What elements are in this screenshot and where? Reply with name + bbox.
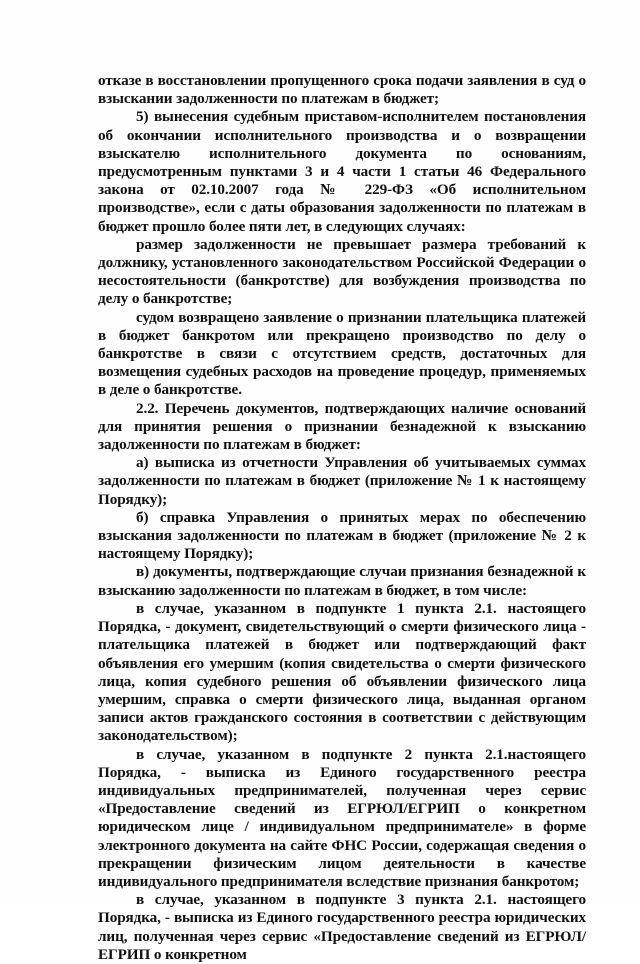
paragraph-2: размер задолженности не превышает размера требований к должнику, установленного законодательством Российской Федерации о несостоятельности (банкротстве) для возбуждения производства по делу о банкротстве; <box>98 235 586 308</box>
paragraph-9: в случае, указанном в подпункте 2 пункта 2.1.настоящего Порядка, - выписка из Единого государственного реестра индивидуальных предпринимателей, полученная через сервис «Предоставление сведений из ЕГРЮЛ/ЕГРИП о конкретном юридическом лице / индивидуальном предпринимателе» в форме электронного документа на сайте ФНС России, содержащая сведения о прекращении физическим лицом деятельности в качестве индивидуального предпринимателя вследствие признания банкротом; <box>98 745 586 890</box>
paragraph-3: судом возвращено заявление о признании плательщика платежей в бюджет банкротом или прекращено производство по делу о банкротстве в связи с отсутствием средств, достаточных для возмещения судебных расходов на проведение процедур, применяемых в деле о банкротстве. <box>98 308 586 399</box>
paragraph-6: б) справка Управления о принятых мерах по обеспечению взыскания задолженности по платежам в бюджет (приложение № 2 к настоящему Порядку); <box>98 508 586 563</box>
document-body <box>98 72 586 964</box>
paragraph-7: в) документы, подтверждающие случаи признания безнадежной к взысканию задолженности по платежам в бюджет, в том числе: <box>98 563 586 599</box>
paragraph-0: отказе в восстановлении пропущенного срока подачи заявления в суд о взыскании задолженности по платежам в бюджет; <box>98 72 586 108</box>
paragraph-5: а) выписка из отчетности Управления об учитываемых суммах задолженности по платежам в бюджет (приложение № 1 к настоящему Порядку); <box>98 454 586 508</box>
paragraph-8: в случае, указанном в подпункте 1 пункта 2.1. настоящего Порядка, - документ, свидетельствующий о смерти физического лица - плательщика платежей в бюджет или подтверждающий факт объявления его умершим (копия свидетельства о смерти физического лица, копия судебного решения об объявлении физического лица умершим, справка о смерти физического лица, выданная органом записи актов гражданского состояния в соответствии с действующим законодательством); <box>98 599 586 745</box>
paragraph-10: в случае, указанном в подпункте 3 пункта 2.1. настоящего Порядка, - выписка из Единого государственного реестра юридических лиц, полученная через сервис «Предоставление сведений из ЕГРЮЛ/ЕГРИП о конкретном <box>98 891 586 963</box>
paragraph-4: 2.2. Перечень документов, подтверждающих наличие оснований для принятия решения о признании безнадежной к взысканию задолженности по платежам в бюджет: <box>98 399 586 454</box>
paragraph-1: 5) вынесения судебным приставом-исполнителем постановления об окончании исполнительного производства и о возвращении взыскателю исполнительного документа по основаниям, предусмотренным пунктами 3 и 4 части 1 статьи 46 Федерального закона от 02.10.2007 года № 229-ФЗ «Об исполнительном производстве», если с даты образования задолженности по платежам в бюджет прошло более пяти лет, в следующих случаях: <box>98 108 586 235</box>
